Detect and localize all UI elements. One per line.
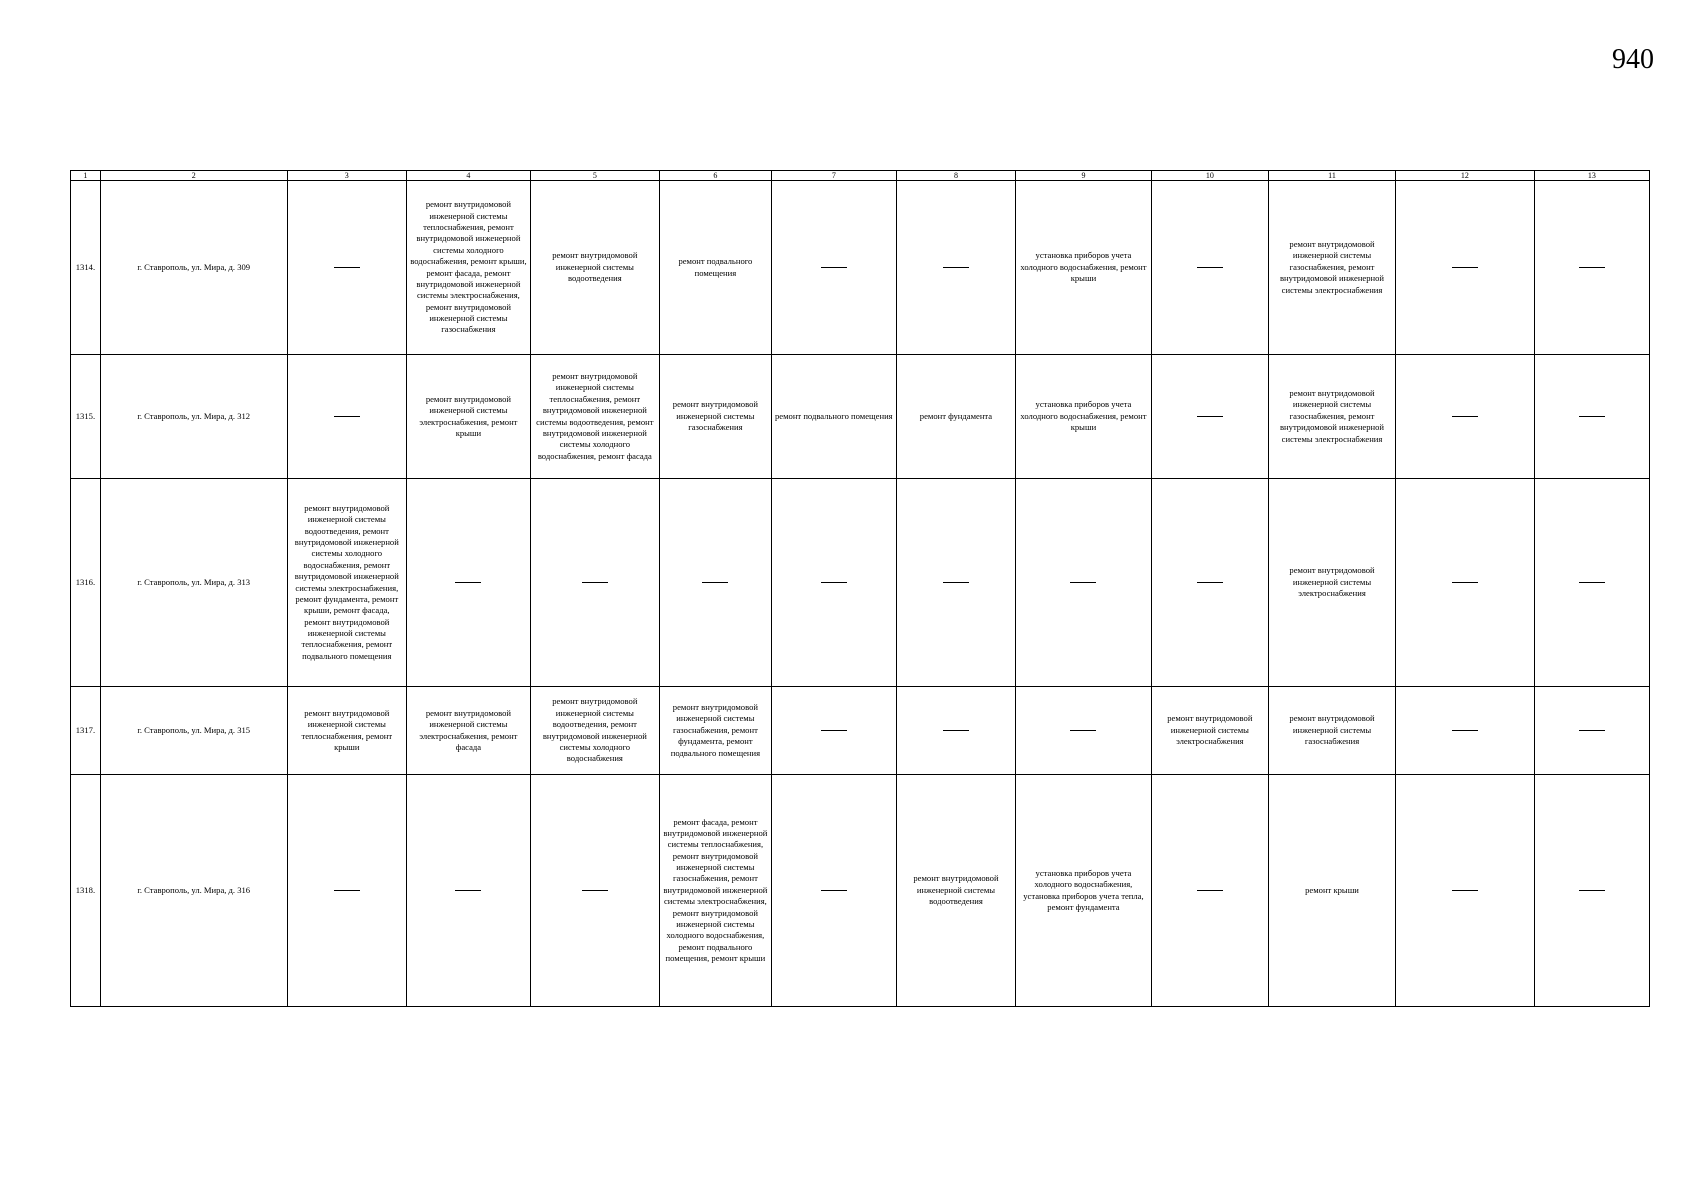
column-number: 13 — [1534, 171, 1649, 181]
row-number: 1318. — [71, 775, 101, 1007]
dash-cell — [1395, 479, 1534, 687]
repair-schedule-table — [70, 170, 1650, 1007]
dash-cell — [771, 775, 896, 1007]
dash — [1070, 730, 1096, 731]
dash — [1452, 730, 1478, 731]
address-cell: г. Ставрополь, ул. Мира, д. 312 — [100, 355, 287, 479]
dash-cell — [1534, 479, 1649, 687]
dash — [1452, 582, 1478, 583]
work-cell: ремонт внутридомовой инженерной системы электроснабжения, ремонт крыши — [407, 355, 531, 479]
dash — [821, 267, 847, 268]
work-cell: ремонт подвального помещения — [659, 181, 771, 355]
work-cell: ремонт внутридомовой инженерной системы газоснабжения — [659, 355, 771, 479]
work-cell: установка приборов учета холодного водоснабжения, ремонт крыши — [1016, 181, 1151, 355]
table-row — [71, 181, 1650, 355]
dash — [334, 416, 360, 417]
dash — [1070, 582, 1096, 583]
dash-cell — [287, 181, 406, 355]
column-number: 9 — [1016, 171, 1151, 181]
dash-cell — [1534, 687, 1649, 775]
column-number: 1 — [71, 171, 101, 181]
row-number: 1315. — [71, 355, 101, 479]
work-cell: установка приборов учета холодного водоснабжения, ремонт крыши — [1016, 355, 1151, 479]
column-number: 6 — [659, 171, 771, 181]
dash-cell — [1151, 479, 1268, 687]
column-number: 11 — [1269, 171, 1396, 181]
dash-cell — [1151, 355, 1268, 479]
dash — [1579, 416, 1605, 417]
dash — [1197, 582, 1223, 583]
work-cell: ремонт подвального помещения — [771, 355, 896, 479]
dash-cell — [1395, 687, 1534, 775]
dash — [1197, 890, 1223, 891]
dash — [455, 890, 481, 891]
row-number: 1314. — [71, 181, 101, 355]
work-cell: ремонт фасада, ремонт внутридомовой инженерной системы теплоснабжения, ремонт внутридомовой инженерной системы газоснабжения, ремонт внутридомовой инженерной системы электроснабжения, ремонт внутридомовой инженерной системы холодного водоснабжения, ремонт подвального помещения, ремонт крыши — [659, 775, 771, 1007]
dash — [582, 890, 608, 891]
dash-cell — [1016, 479, 1151, 687]
dash — [821, 730, 847, 731]
table-row — [71, 479, 1650, 687]
dash-cell — [1395, 775, 1534, 1007]
dash — [1452, 267, 1478, 268]
work-cell: ремонт внутридомовой инженерной системы газоснабжения, ремонт внутридомовой инженерной системы электроснабжения — [1269, 181, 1396, 355]
dash-cell — [1151, 181, 1268, 355]
dash — [1452, 890, 1478, 891]
work-cell: ремонт внутридомовой инженерной системы газоснабжения — [1269, 687, 1396, 775]
work-cell: ремонт внутридомовой инженерной системы теплоснабжения, ремонт внутридомовой инженерной системы водоотведения, ремонт внутридомовой инженерной системы холодного водоснабжения, ремонт фасада — [530, 355, 659, 479]
work-cell: ремонт внутридомовой инженерной системы газоснабжения, ремонт внутридомовой инженерной системы электроснабжения — [1269, 355, 1396, 479]
dash-cell — [896, 687, 1015, 775]
column-number: 4 — [407, 171, 531, 181]
column-number: 12 — [1395, 171, 1534, 181]
dash — [1197, 416, 1223, 417]
work-cell: ремонт внутридомовой инженерной системы водоотведения, ремонт внутридомовой инженерной системы холодного водоснабжения, ремонт внутридомовой инженерной системы электроснабжения, ремонт фундамента, ремонт крыши, ремонт фасада, ремонт внутридомовой инженерной системы теплоснабжения, ремонт подвального помещения — [287, 479, 406, 687]
work-cell: установка приборов учета холодного водоснабжения, установка приборов учета тепла, ремонт фундамента — [1016, 775, 1151, 1007]
row-number: 1316. — [71, 479, 101, 687]
dash — [1197, 267, 1223, 268]
dash-cell — [1534, 181, 1649, 355]
dash — [821, 890, 847, 891]
dash — [1579, 582, 1605, 583]
work-cell: ремонт внутридомовой инженерной системы электроснабжения, ремонт фасада — [407, 687, 531, 775]
address-cell: г. Ставрополь, ул. Мира, д. 315 — [100, 687, 287, 775]
column-number: 7 — [771, 171, 896, 181]
dash — [334, 890, 360, 891]
dash-cell — [896, 479, 1015, 687]
column-number: 3 — [287, 171, 406, 181]
work-cell: ремонт внутридомовой инженерной системы водоотведения — [896, 775, 1015, 1007]
dash — [943, 582, 969, 583]
dash-cell — [1016, 687, 1151, 775]
dash-cell — [1151, 775, 1268, 1007]
column-number: 10 — [1151, 171, 1268, 181]
dash-cell — [659, 479, 771, 687]
dash — [943, 267, 969, 268]
dash-cell — [287, 355, 406, 479]
dash — [334, 267, 360, 268]
dash-cell — [407, 479, 531, 687]
work-cell: ремонт внутридомовой инженерной системы электроснабжения — [1151, 687, 1268, 775]
dash-cell — [1534, 355, 1649, 479]
column-number: 5 — [530, 171, 659, 181]
dash — [1579, 890, 1605, 891]
address-cell: г. Ставрополь, ул. Мира, д. 313 — [100, 479, 287, 687]
dash — [455, 582, 481, 583]
dash-cell — [771, 687, 896, 775]
work-cell: ремонт внутридомовой инженерной системы теплоснабжения, ремонт внутридомовой инженерной системы холодного водоснабжения, ремонт крыши, ремонт фасада, ремонт внутридомовой инженерной системы электроснабжения, ремонт внутридомовой инженерной системы газоснабжения — [407, 181, 531, 355]
dash-cell — [1395, 355, 1534, 479]
dash — [582, 582, 608, 583]
dash-cell — [771, 181, 896, 355]
work-cell: ремонт фундамента — [896, 355, 1015, 479]
dash — [943, 730, 969, 731]
dash-cell — [1395, 181, 1534, 355]
work-cell: ремонт внутридомовой инженерной системы водоотведения, ремонт внутридомовой инженерной системы холодного водоснабжения — [530, 687, 659, 775]
work-cell: ремонт крыши — [1269, 775, 1396, 1007]
dash — [1452, 416, 1478, 417]
table-row — [71, 775, 1650, 1007]
column-number-row — [71, 171, 1650, 181]
dash-cell — [530, 775, 659, 1007]
work-cell: ремонт внутридомовой инженерной системы электроснабжения — [1269, 479, 1396, 687]
work-cell: ремонт внутридомовой инженерной системы газоснабжения, ремонт фундамента, ремонт подвального помещения — [659, 687, 771, 775]
dash-cell — [530, 479, 659, 687]
dash — [702, 582, 728, 583]
dash-cell — [407, 775, 531, 1007]
dash-cell — [896, 181, 1015, 355]
table-row — [71, 355, 1650, 479]
dash — [1579, 730, 1605, 731]
dash-cell — [1534, 775, 1649, 1007]
column-number: 2 — [100, 171, 287, 181]
page-number: 940 — [1612, 44, 1654, 75]
work-cell: ремонт внутридомовой инженерной системы водоотведения — [530, 181, 659, 355]
dash — [1579, 267, 1605, 268]
dash — [821, 582, 847, 583]
work-cell: ремонт внутридомовой инженерной системы теплоснабжения, ремонт крыши — [287, 687, 406, 775]
dash-cell — [287, 775, 406, 1007]
column-number: 8 — [896, 171, 1015, 181]
address-cell: г. Ставрополь, ул. Мира, д. 309 — [100, 181, 287, 355]
dash-cell — [771, 479, 896, 687]
row-number: 1317. — [71, 687, 101, 775]
address-cell: г. Ставрополь, ул. Мира, д. 316 — [100, 775, 287, 1007]
table-row — [71, 687, 1650, 775]
